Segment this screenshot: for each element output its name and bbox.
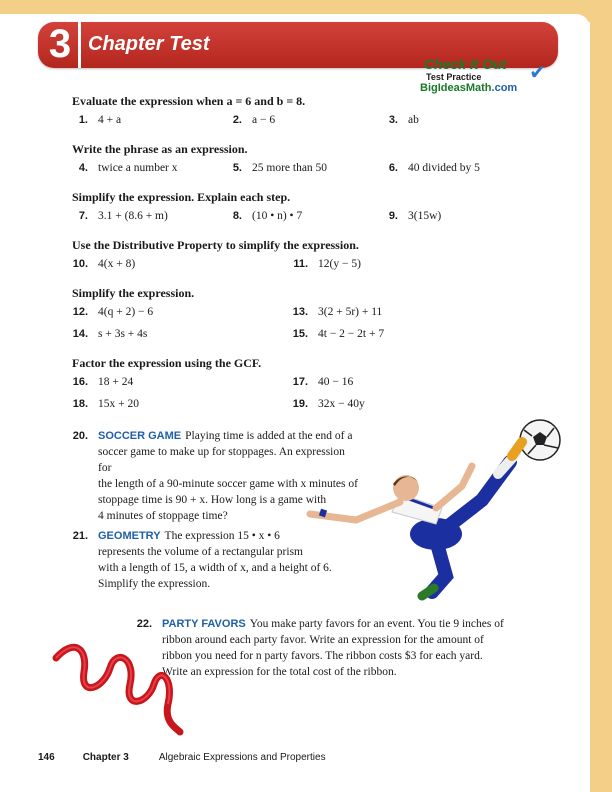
exercise-6: 6. 40 divided by 5 (388, 162, 480, 174)
exercise-10: 10. 4(x + 8) (72, 258, 136, 270)
checkmark-icon: ✔ (529, 60, 546, 84)
exercise-9: 9. 3(15w) (388, 210, 442, 222)
exercise-19: 19. 32x − 40y (292, 398, 365, 410)
exercise-5: 5. 25 more than 50 (232, 162, 328, 174)
exercise-7: 7. 3.1 + (8.6 + m) (78, 210, 168, 222)
badge-title: Check It Out (424, 56, 507, 72)
page-number: 146 (38, 752, 55, 763)
label-party-favors: PARTY FAVORS (162, 618, 246, 630)
section-heading-factor-gcf: Factor the expression using the GCF. (72, 356, 262, 370)
exercise-18: 18. 15x + 20 (72, 398, 139, 410)
word-problem-22: 22. PARTY FAVORS You make party favors for an event. You tie 9 inches of ribbon around each party favor. Write an expression for the amount of ribbon you need for n party favors. The ribbon costs $3 for each yard. Write an expression for the total cost of the ribbon. (136, 618, 504, 678)
red-ribbon-illustration (44, 628, 184, 738)
exercise-17: 17. 40 − 16 (292, 376, 354, 388)
footer-chapter: Chapter 3 (82, 752, 129, 763)
section-heading-write-phrase: Write the phrase as an expression. (72, 142, 248, 156)
check-it-out-badge[interactable] (420, 56, 550, 98)
word-problem-21: 21. GEOMETRY The expression 15 • x • 6 represents the volume of a rectangular prism with a length of 15, a width of x, and a height of 6. Simplify the expression. (72, 530, 332, 590)
section-heading-evaluate: Evaluate the expression when a = 6 and b = 8. (72, 94, 306, 108)
exercise-8: 8. (10 • n) • 7 (232, 210, 303, 222)
exercise-4: 4. twice a number x (78, 162, 178, 174)
page-footer (38, 752, 326, 763)
exercise-13: 13. 3(2 + 5r) + 11 (292, 306, 383, 318)
section-heading-simplify-explain: Simplify the expression. Explain each step. (72, 190, 291, 204)
page-edge-right (590, 0, 612, 792)
exercise-3: 3. ab (388, 114, 419, 126)
page-title: Chapter Test (88, 33, 210, 55)
section-heading-simplify: Simplify the expression. (72, 286, 195, 300)
label-geometry: GEOMETRY (98, 530, 161, 542)
exercise-11: 11. 12(y − 5) (293, 258, 361, 270)
exercise-12: 12. 4(q + 2) − 6 (72, 306, 154, 318)
word-problem-20: 20. SOCCER GAME Playing time is added at the end of a soccer game to make up for stoppages. An expression for the length of a 90-minute soccer game with x minutes of stoppage time is 90 + x. How long is a game with 4 minutes of stoppage time? (72, 430, 358, 522)
badge-subtitle: Test Practice (426, 72, 482, 82)
exercise-2: 2. a − 6 (232, 114, 276, 126)
soccer-player-illustration (296, 416, 566, 602)
header-divider (78, 22, 81, 68)
chapter-number: 3 (48, 22, 72, 66)
exercise-1: 1. 4 + a (78, 114, 122, 126)
section-heading-distributive: Use the Distributive Property to simplify the expression. (72, 238, 359, 252)
exercise-15: 15. 4t − 2 − 2t + 7 (292, 328, 385, 340)
exercise-14: 14. s + 3s + 4s (72, 328, 148, 340)
exercise-16: 16. 18 + 24 (72, 376, 134, 388)
badge-site: BigIdeasMath.com (420, 82, 518, 94)
label-soccer-game: SOCCER GAME (98, 430, 182, 442)
footer-chapter-title: Algebraic Expressions and Properties (158, 752, 326, 763)
